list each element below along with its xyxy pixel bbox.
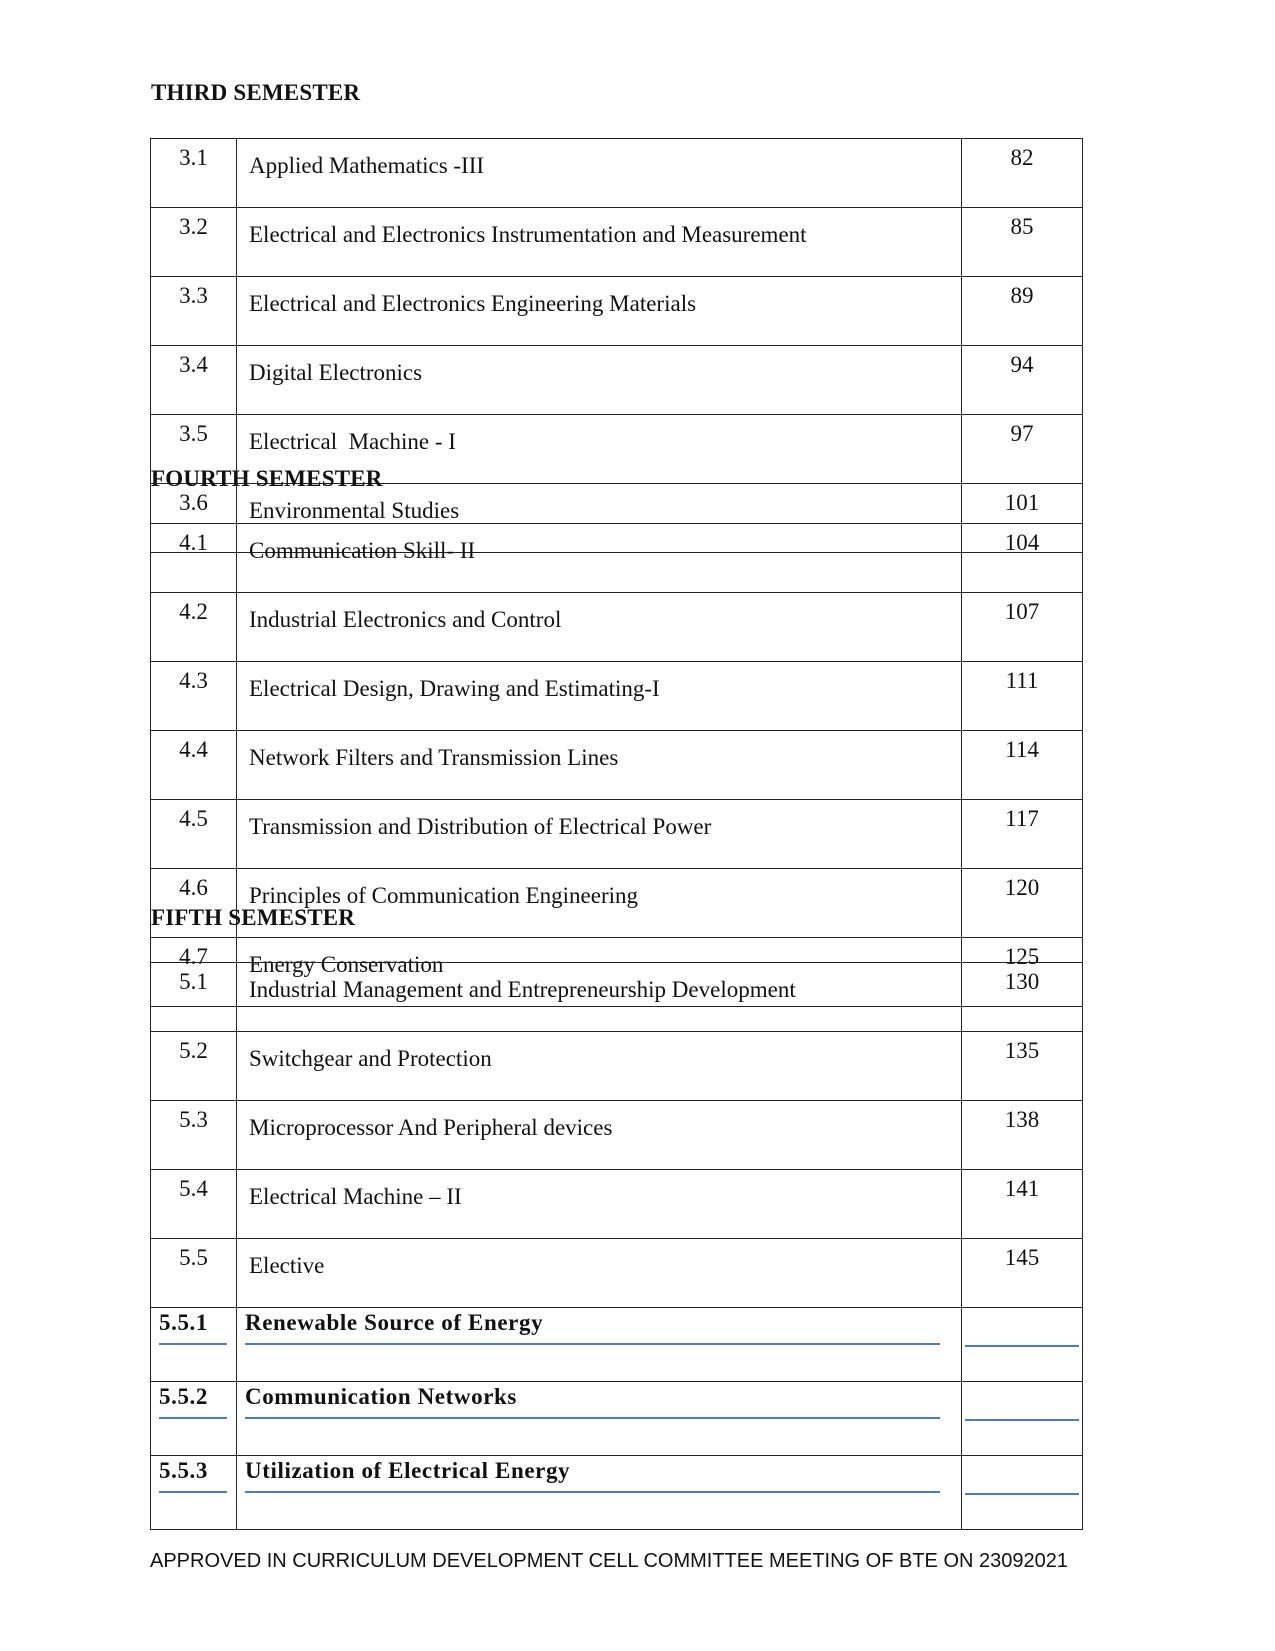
table-row[interactable] bbox=[151, 346, 1083, 415]
fourth-semester-table bbox=[150, 523, 1083, 1007]
row-page: 107 bbox=[962, 593, 1083, 662]
elective-row[interactable] bbox=[151, 1456, 1083, 1530]
row-title: Elective bbox=[237, 1239, 962, 1308]
row-page: 125 bbox=[962, 938, 1083, 1007]
row-page: 117 bbox=[962, 800, 1083, 869]
elective-row[interactable] bbox=[151, 1382, 1083, 1456]
table-row[interactable] bbox=[151, 1239, 1083, 1308]
row-number: 3.6 bbox=[151, 484, 237, 553]
row-title: Energy Conservation bbox=[237, 938, 962, 1007]
row-title: Industrial Electronics and Control bbox=[237, 593, 962, 662]
row-number: 5.3 bbox=[151, 1101, 237, 1170]
row-page: 101 bbox=[962, 484, 1083, 553]
table-row[interactable] bbox=[151, 524, 1083, 593]
row-title: Electrical Machine – II bbox=[237, 1170, 962, 1239]
elective-title-link[interactable]: Communication Networks bbox=[245, 1384, 940, 1419]
row-title: Electrical Machine - I bbox=[237, 415, 962, 484]
table-row[interactable] bbox=[151, 800, 1083, 869]
row-title: Electrical Design, Drawing and Estimating-I bbox=[237, 662, 962, 731]
table-row[interactable] bbox=[151, 277, 1083, 346]
row-page: 130 bbox=[962, 963, 1083, 1032]
row-page: 104 bbox=[962, 524, 1083, 593]
row-title: Applied Mathematics -III bbox=[237, 139, 962, 208]
approval-footer: APPROVED IN CURRICULUM DEVELOPMENT CELL COMMITTEE MEETING OF BTE ON 23092021 bbox=[150, 1550, 1068, 1572]
table-row[interactable] bbox=[151, 208, 1083, 277]
row-page: 97 bbox=[962, 415, 1083, 484]
elective-page-link[interactable] bbox=[965, 1382, 1079, 1421]
table-row[interactable] bbox=[151, 1170, 1083, 1239]
row-title: Microprocessor And Peripheral devices bbox=[237, 1101, 962, 1170]
elective-page-link[interactable] bbox=[965, 1456, 1079, 1495]
fifth-semester-heading: FIFTH SEMESTER bbox=[151, 905, 356, 930]
row-number: 4.3 bbox=[151, 662, 237, 731]
row-number: 3.1 bbox=[151, 139, 237, 208]
row-number: 3.4 bbox=[151, 346, 237, 415]
row-page: 138 bbox=[962, 1101, 1083, 1170]
row-title: Electrical and Electronics Engineering Materials bbox=[237, 277, 962, 346]
row-number: 4.7 bbox=[151, 938, 237, 1007]
elective-title-link[interactable]: Utilization of Electrical Energy bbox=[245, 1458, 940, 1493]
row-title: Communication Skill- II bbox=[237, 524, 962, 593]
row-number: 3.5 bbox=[151, 415, 237, 484]
elective-page-link[interactable] bbox=[965, 1308, 1079, 1347]
row-title: Transmission and Distribution of Electrical Power bbox=[237, 800, 962, 869]
row-number: 3.3 bbox=[151, 277, 237, 346]
elective-row[interactable] bbox=[151, 1308, 1083, 1382]
row-number: 4.6 bbox=[151, 869, 237, 938]
table-row[interactable] bbox=[151, 1032, 1083, 1101]
row-page: 85 bbox=[962, 208, 1083, 277]
row-number: 5.2 bbox=[151, 1032, 237, 1101]
row-title: Switchgear and Protection bbox=[237, 1032, 962, 1101]
row-page: 141 bbox=[962, 1170, 1083, 1239]
fourth-semester-heading: FOURTH SEMESTER bbox=[151, 466, 383, 491]
row-title: Electrical and Electronics Instrumentation and Measurement bbox=[237, 208, 962, 277]
row-page: 145 bbox=[962, 1239, 1083, 1308]
row-title: Principles of Communication Engineering bbox=[237, 869, 962, 938]
row-title: Industrial Management and Entrepreneurship Development bbox=[237, 963, 962, 1032]
row-page: 111 bbox=[962, 662, 1083, 731]
table-row[interactable] bbox=[151, 662, 1083, 731]
row-page: 120 bbox=[962, 869, 1083, 938]
row-number: 4.5 bbox=[151, 800, 237, 869]
row-number: 4.2 bbox=[151, 593, 237, 662]
elective-number-link[interactable]: 5.5.3 bbox=[159, 1458, 227, 1493]
row-number: 4.1 bbox=[151, 524, 237, 593]
table-row[interactable] bbox=[151, 1101, 1083, 1170]
table-row[interactable] bbox=[151, 139, 1083, 208]
row-number: 5.5 bbox=[151, 1239, 237, 1308]
elective-title-link[interactable]: Renewable Source of Energy bbox=[245, 1310, 940, 1345]
row-page: 114 bbox=[962, 731, 1083, 800]
row-number: 3.2 bbox=[151, 208, 237, 277]
table-row[interactable] bbox=[151, 963, 1083, 1032]
fifth-semester-table bbox=[150, 962, 1083, 1530]
table-row[interactable] bbox=[151, 593, 1083, 662]
row-title: Digital Electronics bbox=[237, 346, 962, 415]
third-semester-heading: THIRD SEMESTER bbox=[151, 80, 361, 105]
row-number: 4.4 bbox=[151, 731, 237, 800]
elective-number-link[interactable]: 5.5.2 bbox=[159, 1384, 227, 1419]
row-title: Environmental Studies bbox=[237, 484, 962, 553]
row-page: 82 bbox=[962, 139, 1083, 208]
table-row[interactable] bbox=[151, 731, 1083, 800]
row-number: 5.4 bbox=[151, 1170, 237, 1239]
row-page: 135 bbox=[962, 1032, 1083, 1101]
row-page: 94 bbox=[962, 346, 1083, 415]
row-number: 5.1 bbox=[151, 963, 237, 1032]
elective-number-link[interactable]: 5.5.1 bbox=[159, 1310, 227, 1345]
row-title: Network Filters and Transmission Lines bbox=[237, 731, 962, 800]
row-page: 89 bbox=[962, 277, 1083, 346]
